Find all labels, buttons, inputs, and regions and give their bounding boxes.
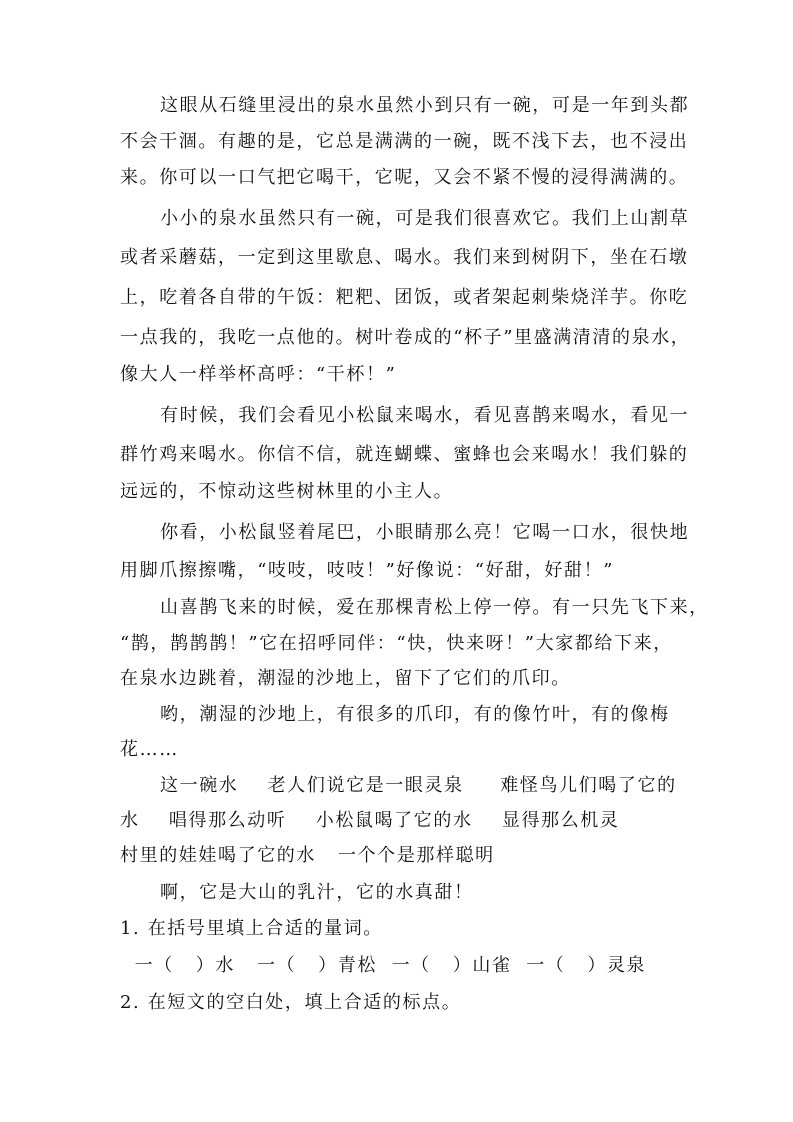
paragraph-line: 哟，潮湿的沙地上，有很多的爪印，有的像竹叶，有的像梅: [160, 704, 670, 725]
paragraph-line: 来。你可以一口气把它喝干，它呢，又会不紧不慢的浸得满满的。: [120, 167, 689, 188]
paragraph-line: 用脚爪擦擦嘴，“吱吱，吱吱！”好像说：“好甜，好甜！”: [120, 560, 615, 581]
paragraph-line: 群竹鸡来喝水。你信不信，就连蝴蝶、蜜蜂也会来喝水！我们躲的: [120, 444, 689, 465]
paragraph-line: 村里的娃娃喝了它的水 一个个是那样聪明: [120, 845, 495, 866]
paragraph-line: 或者采蘑菇，一定到这里歇息、喝水。我们来到树阴下，坐在石墩: [120, 247, 689, 268]
paragraph-line: “鹊，鹊鹊鹊！”它在招呼同伴：“快，快来呀！”大家都给下来，: [120, 633, 673, 654]
paragraph-line: 这眼从石缝里浸出的泉水虽然小到只有一碗，可是一年到头都: [160, 95, 690, 116]
paragraph-line: 啊，它是大山的乳汁，它的水真甜！: [160, 882, 474, 903]
question-blanks: 一（ ）水 一（ ）青松 一（ ）山雀 一（ ）灵泉: [120, 955, 647, 976]
paragraph-line: 远远的，不惊动这些树林里的小主人。: [120, 481, 454, 502]
question-prompt: 1. 在括号里填上合适的量词。: [120, 918, 383, 939]
question-prompt: 2. 在短文的空白处，填上合适的标点。: [120, 992, 462, 1013]
paragraph-line: 小小的泉水虽然只有一碗，可是我们很喜欢它。我们上山割草: [160, 208, 690, 229]
paragraph-line: 在泉水边跳着，潮湿的沙地上，留下了它们的爪印。: [120, 668, 571, 689]
paragraph-line: 上，吃着各自带的午饭：粑粑、团饭，或者架起刺柴烧洋芋。你吃: [120, 287, 689, 308]
paragraph-line: 这一碗水 老人们说它是一眼灵泉 难怪鸟儿们喝了它的: [160, 775, 677, 796]
paragraph-line: 不会干涸。有趣的是，它总是满满的一碗，既不浅下去，也不浸出: [120, 131, 689, 152]
paragraph-line: 像大人一样举杯高呼：“干杯！”: [120, 364, 397, 385]
paragraph-line: 一点我的，我吃一点他的。树叶卷成的“杯子”里盛满清清的泉水，: [120, 327, 691, 348]
paragraph-line: 山喜鹊飞来的时候，爱在那棵青松上停一停。有一只先飞下来，: [160, 597, 709, 618]
paragraph-line: 有时候，我们会看见小松鼠来喝水，看见喜鹊来喝水，看见一: [160, 405, 690, 426]
paragraph-line: 你看，小松鼠竖着尾巴，小眼睛那么亮！它喝一口水，很快地: [160, 522, 690, 543]
paragraph-line: 水 唱得那么动听 小松鼠喝了它的水 显得那么机灵: [120, 810, 620, 831]
paragraph-line: 花……: [120, 739, 179, 760]
